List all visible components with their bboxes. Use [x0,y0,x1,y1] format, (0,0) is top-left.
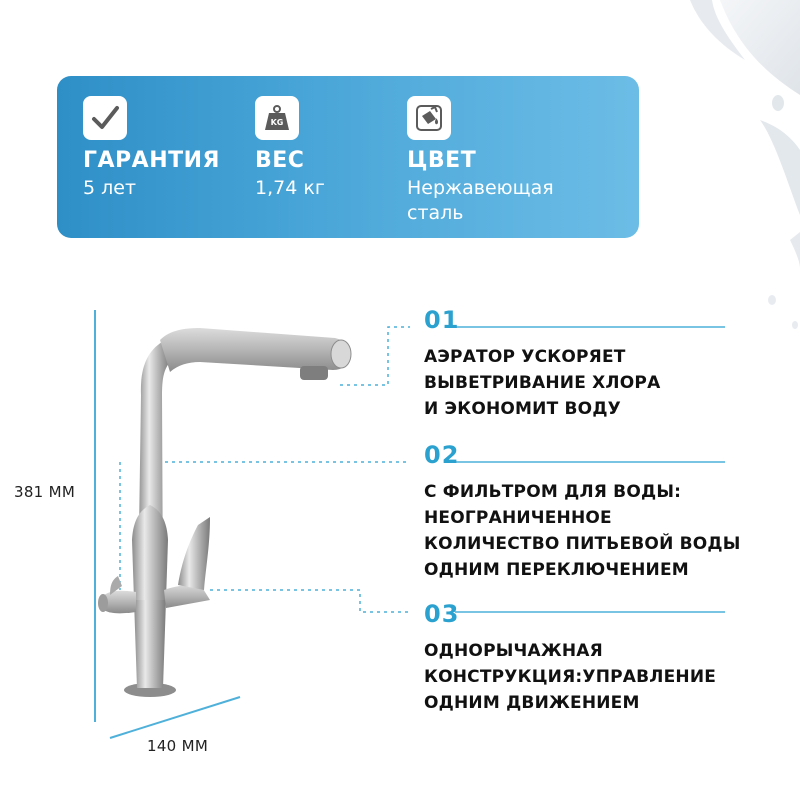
width-dimension-line [110,697,240,738]
feature-text: ОДНОРЫЧАЖНАЯ КОНСТРУКЦИЯ:УПРАВЛЕНИЕ ОДНИМ ДВИЖЕНИЕМ [424,641,717,713]
feature-03 [424,600,784,716]
spec-value: Нержавеющая сталь [407,177,554,224]
spec-value: 1,74 кг [255,177,325,199]
feature-number: 01 [424,306,460,334]
height-dimension-label: 381 ММ [14,483,76,501]
spec-label: ВЕС [255,148,305,173]
feature-number: 03 [424,600,460,628]
spec-label: ЦВЕТ [407,148,477,173]
width-dimension-label: 140 ММ [147,737,209,755]
feature-number: 02 [424,441,460,469]
spec-value: 5 лет [83,177,137,199]
feature-text: С ФИЛЬТРОМ ДЛЯ ВОДЫ: НЕОГРАНИЧЕННОЕ КОЛИЧЕСТВО ПИТЬЕВОЙ ВОДЫ ОДНИМ ПЕРЕКЛЮЧЕНИЕМ [424,482,741,580]
feature-02 [424,441,784,583]
feature-text: АЭРАТОР УСКОРЯЕТ ВЫВЕТРИВАНИЕ ХЛОРА И ЭКОНОМИТ ВОДУ [424,347,661,419]
weight-icon-text: KG [270,118,284,127]
feature-01 [424,306,784,422]
spec-label: ГАРАНТИЯ [83,148,220,173]
